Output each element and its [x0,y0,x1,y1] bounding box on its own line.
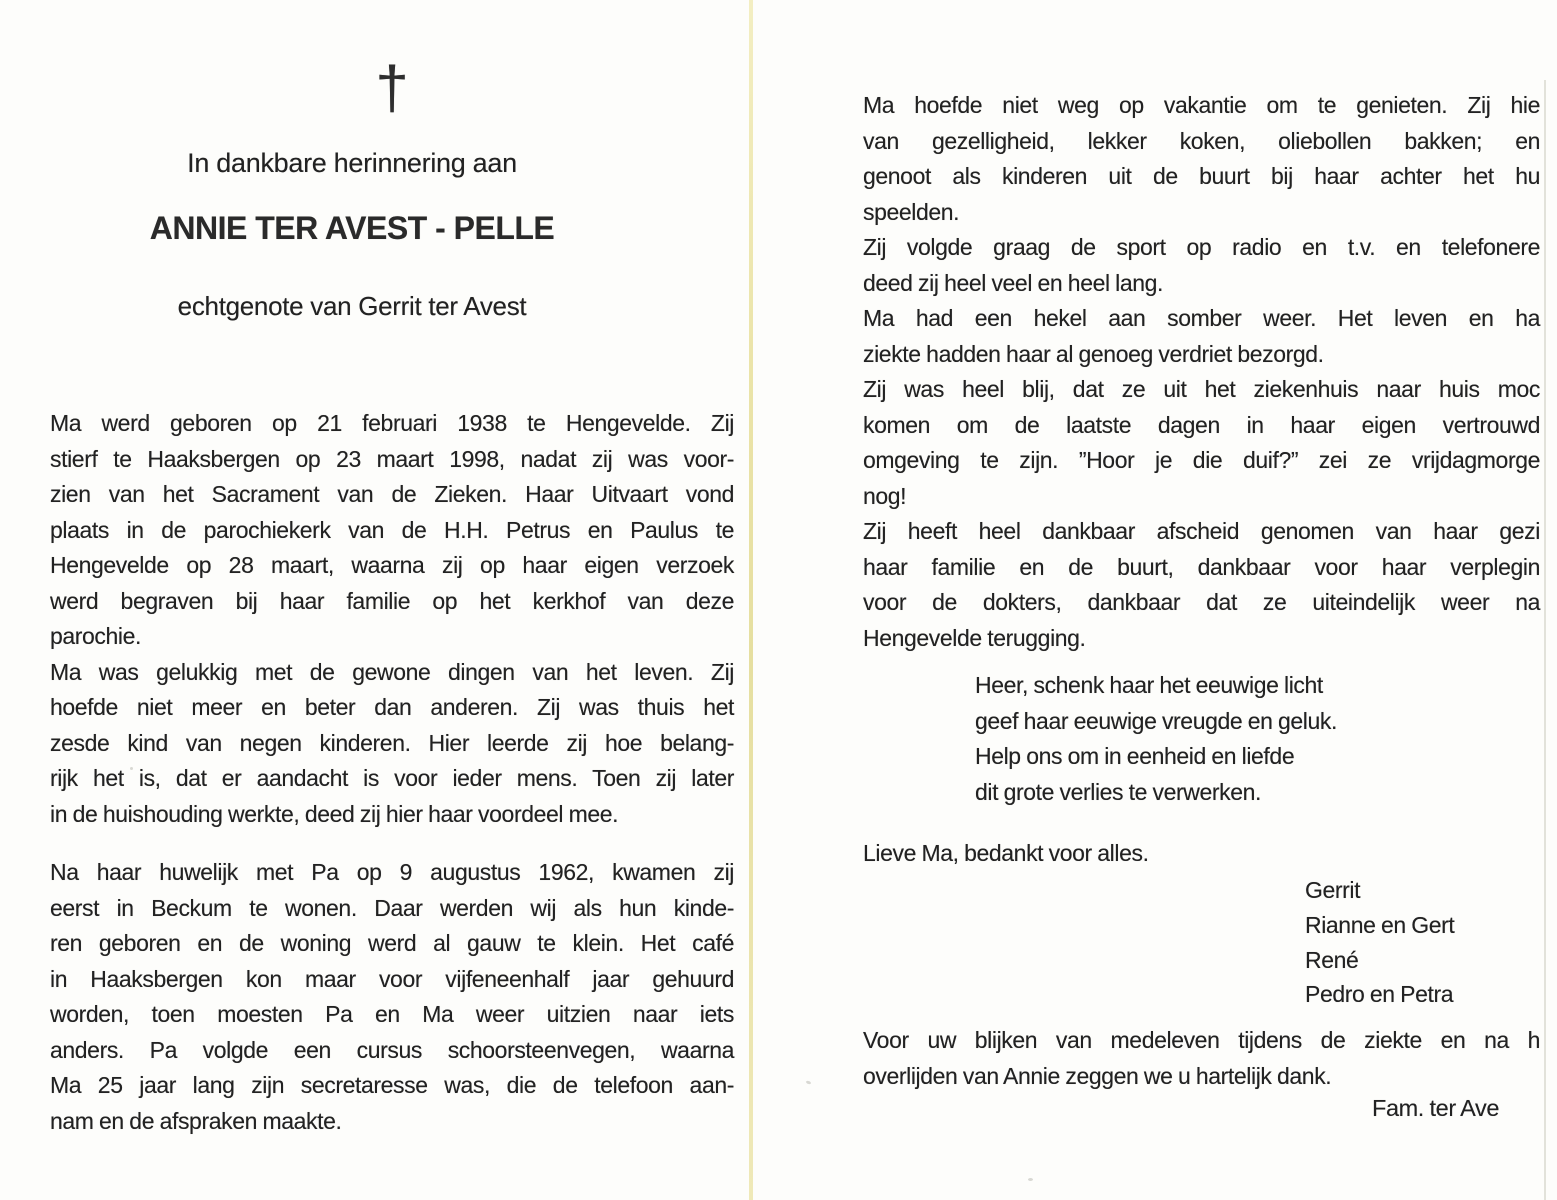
text-line: voor de dokters, dankbaar dat ze uiteindelijk weer na [863,589,1540,615]
text-line: Na haar huwelijk met Pa op 9 augustus 1962, kwamen zij [50,859,734,885]
text-line: Help ons om in eenheid en liefde [975,743,1295,769]
scan-speck [806,1080,812,1085]
text-line: plaats in de parochiekerk van de H.H. Petrus en Paulus te [50,516,734,543]
cross-icon: † [375,54,409,121]
paragraph [50,655,734,833]
text-line: zien van het Sacrament van de Zieken. Haar Uitvaart vond [50,481,734,507]
text-line: Ma hoefde niet weg op vakantie om te genieten. Zij hie [863,92,1540,118]
text-line: Pedro en Petra [1305,981,1454,1008]
relation-line: echtgenote van Gerrit ter Avest [177,291,527,321]
memories-text [863,88,1540,656]
text-line: nam en de afspraken maakte. [50,1107,342,1134]
family-signature: Fam. ter Ave [1372,1095,1499,1121]
paragraph [50,406,734,655]
text-line: hoefde niet meer en beter dan anderen. Zij was thuis het [50,694,734,720]
text-line: haar familie en de buurt, dankbaar voor haar verplegin [863,553,1540,580]
text-line: Gerrit [1305,877,1361,903]
text-line: deed zij heel veel en heel lang. [863,269,1164,296]
text-line: stierf te Haaksbergen op 23 maart 1998, nadat zij was voor- [50,445,734,472]
paragraph [863,514,1540,656]
deceased-name: ANNIE TER AVEST - PELLE [149,210,555,246]
biography-text [50,406,734,1139]
left-page [50,0,734,1200]
paragraph [50,855,734,1139]
text-line: overlijden van Annie zeggen we u hartelijk dank. [863,1062,1332,1089]
text-line: Zij volgde graag de sport op radio en t.v. en telefonere [863,234,1540,260]
prayer-text [975,668,1445,810]
acknowledgement-text [863,1023,1540,1094]
text-line: Zij heeft heel dankbaar afscheid genomen van haar gezi [863,518,1540,544]
text-line: eerst in Beckum te wonen. Daar werden wij als hun kinde- [50,894,734,921]
text-line: anders. Pa volgde een cursus schoorsteenvegen, waarna [50,1036,734,1063]
text-line: dit grote verlies te verwerken. [975,778,1262,805]
page-fold-line [749,0,753,1200]
text-line: zesde kind van negen kinderen. Hier leerde zij hoe belang- [50,729,734,756]
signature-names [1305,873,1540,1012]
text-line: van gezelligheid, lekker koken, oliebollen bakken; en [863,127,1540,154]
text-line: ren geboren en de woning werd al gauw te klein. Het café [50,930,734,956]
paragraph [863,230,1540,301]
text-line: Ma was gelukkig met de gewone dingen van het leven. Zij [50,658,734,685]
text-line: ziekte hadden haar al genoeg verdriet bezorgd. [863,340,1324,367]
text-line: rijk het is, dat er aandacht is voor ieder mens. Toen zij later [50,765,734,791]
text-line: Ma had een hekel aan somber weer. Het leven en ha [863,305,1540,331]
text-line: nog! [863,482,907,509]
text-line: omgeving te zijn. ”Hoor je die duif?” zei ze vrijdagmorge [863,447,1540,473]
text-line: worden, toen moesten Pa en Ma weer uitzien naar iets [50,1001,734,1027]
paragraph [863,372,1540,514]
text-line: geef haar eeuwige vreugde en geluk. [975,707,1338,734]
paragraph [863,88,1540,230]
text-line: speelden. [863,198,960,225]
text-line: Hengevelde terugging. [863,624,1086,651]
text-line: Ma 25 jaar lang zijn secretaresse was, die de telefoon aan- [50,1072,734,1098]
text-line: René [1305,946,1359,973]
text-line: Hengevelde op 28 maart, waarna zij op haar eigen verzoek [50,552,734,578]
text-line: komen om de laatste dagen in haar eigen vertrouwd [863,411,1540,438]
text-line: in de huishouding werkte, deed zij hier haar voordeel mee. [50,800,619,827]
text-line: Heer, schenk haar het eeuwige licht [975,672,1323,698]
dedication-line: Lieve Ma, bedankt voor alles. [863,840,1149,866]
paragraph [863,1023,1540,1094]
text-line: werd begraven bij haar familie op het kerkhof van deze [50,587,734,614]
text-line: Rianne en Gert [1305,911,1455,938]
paragraph [863,301,1540,372]
right-page [863,0,1540,1200]
text-line: Voor uw blijken van medeleven tijdens de ziekte en na h [863,1027,1540,1053]
text-line: Ma werd geboren op 21 februari 1938 te Hengevelde. Zij [50,410,734,436]
text-line: in Haaksbergen kon maar voor vijfeneenhalf jaar gehuurd [50,965,734,992]
page-edge-line [1544,80,1546,1200]
intro-line: In dankbare herinnering aan [187,148,517,178]
text-line: genoot als kinderen uit de buurt bij haar achter het hu [863,163,1540,189]
text-line: Zij was heel blij, dat ze uit het ziekenhuis naar huis moc [863,376,1540,402]
text-line: parochie. [50,623,142,649]
